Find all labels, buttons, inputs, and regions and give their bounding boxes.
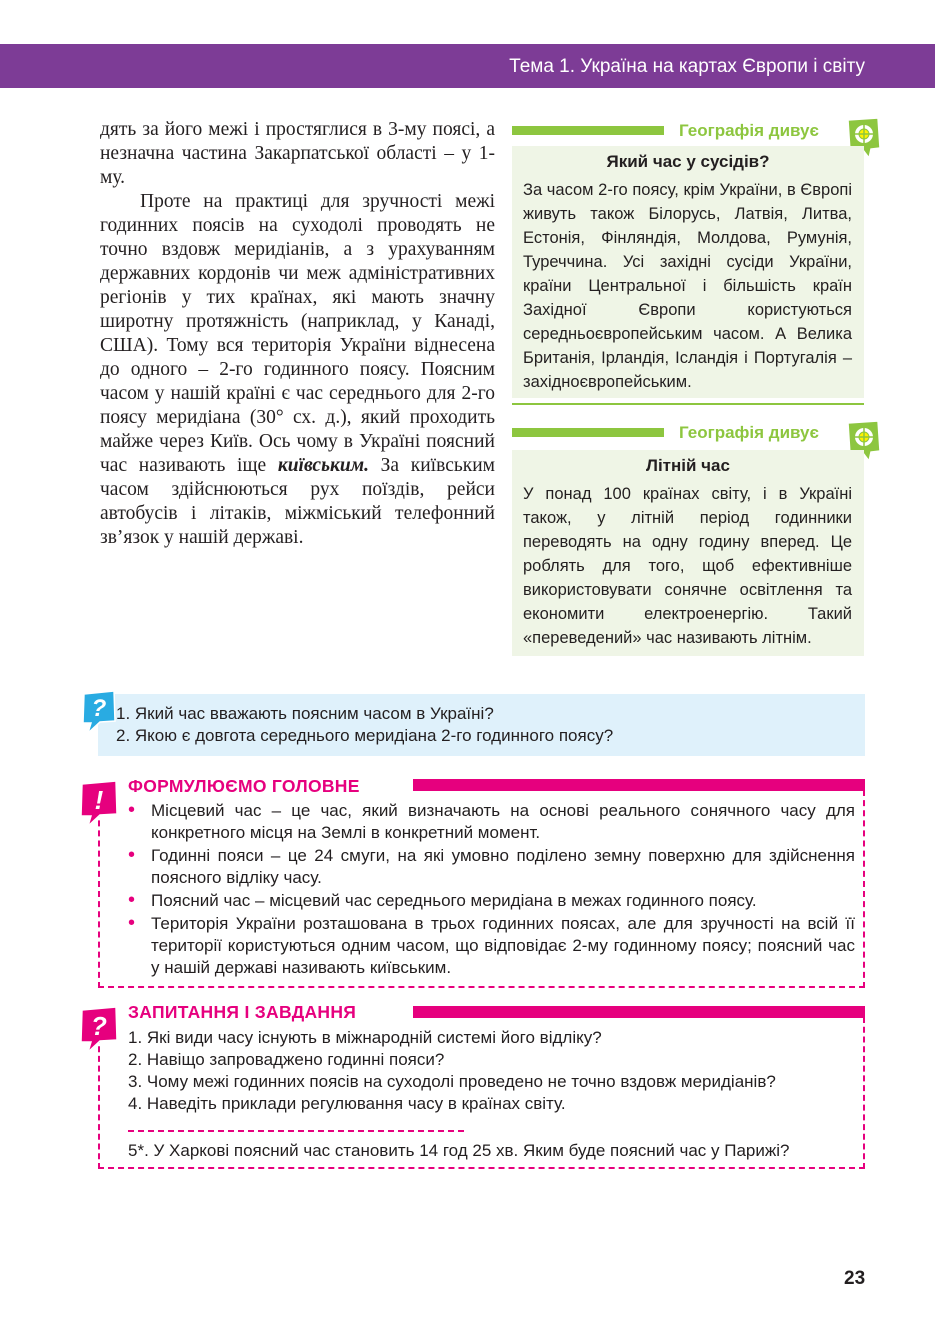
geo-box-2: [512, 450, 864, 656]
paragraph-2-part-1: Проте на практиці для зручності межі годинних поясів на суходолі проводять не точно вздовж меридіанів, а з урахуванням державних кордонів чи меж адміністративних регіонів у тих країнах, які мають значну широтну протяжність (наприклад, у Канаді, США). Тому вся територія України віднесена до одного – 2-го годинного поясу. Поясним часом у нашій країні є час середнього для 2-го поясу меридіана (30° сх. д.), який проходить майже через Київ. Ось чому в Україні поясний час називають іще: [100, 191, 495, 476]
task-item: 1. Які види часу існують в міжнародній системі його відліку?: [128, 1028, 602, 1047]
geo-box-2-header: [512, 422, 864, 444]
paragraph-1: дять за його межі і простяглися в 3-му поясі, а незначна частина Закарпатської області – у 1-му.: [100, 119, 495, 188]
svg-text:?: ?: [91, 695, 107, 722]
summary-heading: ФОРМУЛЮЄМО ГОЛОВНЕ: [128, 776, 360, 796]
geo-header-bar: [512, 126, 664, 135]
exclamation-speech-icon: [78, 778, 120, 828]
summary-item: • Поясний час – місцевий час середнього меридіана в межах годинного поясу.: [128, 889, 757, 911]
geo-box-1-title: Який час у сусідів?: [606, 152, 770, 171]
svg-text:?: ?: [91, 1011, 107, 1041]
geo-box-2-text: У понад 100 країнах світу, і в Україні також, у літній період годинники переводять на одну годину вперед. Це роблять для того, щоб ефективніше використовувати сонячне освітлення та економити електроенергію. Такий «переведений» час називають літнім.: [523, 485, 852, 647]
page-number: 23: [844, 1268, 866, 1289]
quick-questions-box: [98, 694, 865, 756]
paragraph-2-part-2: За київським часом здійснюються рух поїздів, рейси автобусів і літаків, міжміський телефонний зв’язок у нашій державі.: [100, 455, 495, 548]
task-extra: 5*. У Харкові поясний час становить 14 год 25 хв. Яким буде поясний час у Парижі?: [128, 1141, 790, 1160]
summary-item: • Годинні пояси – це 24 смуги, на які умовно поділено земну поверхню для здійснення поясного відліку часу.: [128, 844, 855, 887]
tasks-heading: ЗАПИТАННЯ І ЗАВДАННЯ: [128, 1002, 357, 1022]
geo-box-1-header: [512, 120, 864, 142]
tasks-divider: [128, 1130, 464, 1132]
geo-header-label: Географія дивує: [679, 423, 819, 442]
question-speech-icon: [80, 689, 118, 735]
quick-question-2: 2. Якою є довгота середнього меридіана 2-го годинного поясу?: [116, 726, 614, 745]
summary-item: • Територія України розташована в трьох годинних поясах, але для зручності на всій її території користуються одним часом, що відповідає 2-му годинному поясу; поясний час у нашій державі називають київським.: [128, 912, 855, 977]
geo-header-label: Географія дивує: [679, 121, 819, 140]
emphasis-kyiv-time: київським.: [277, 455, 369, 476]
tasks-list: [128, 1027, 863, 1115]
page-header-title: Тема 1. Україна на картах Європи і світу: [509, 56, 865, 77]
paragraph-2: [100, 190, 495, 550]
summary-item: • Місцевий час – це час, який визначають на основі реального сонячного часу для конкретного місця на Землі в конкретний момент.: [128, 799, 855, 842]
geo-box-1-divider: [512, 403, 864, 405]
quick-question-1: 1. Який час вважають поясним часом в Україні?: [116, 704, 494, 723]
main-text-column: [100, 118, 495, 550]
task-item: 2. Навіщо запроваджено годинні пояси?: [128, 1050, 445, 1069]
task-item: 3. Чому межі годинних поясів на суходолі проведено не точно вздовж меридіанів?: [128, 1072, 776, 1091]
geo-box-1-text: За часом 2-го поясу, крім України, в Європі живуть також Білорусь, Латвія, Литва, Естонія, Фінляндія, Молдова, Румунія, Туреччина. Усі західні сусіди України, країни Центральної і більшість країн Західної Європи користуються середньоєвропейським часом. А Велика Британія, Ірландія, Ісландія і Португалія – західноєвропейським.: [523, 181, 852, 391]
geo-header-bar: [512, 428, 664, 437]
geo-box-1: [512, 146, 864, 398]
geo-box-2-title: Літній час: [646, 456, 730, 475]
task-item: 4. Наведіть приклади регулювання часу в країнах світу.: [128, 1094, 566, 1113]
question-speech-icon: [78, 1004, 120, 1054]
svg-text:!: !: [94, 785, 104, 815]
summary-list: [128, 800, 855, 980]
